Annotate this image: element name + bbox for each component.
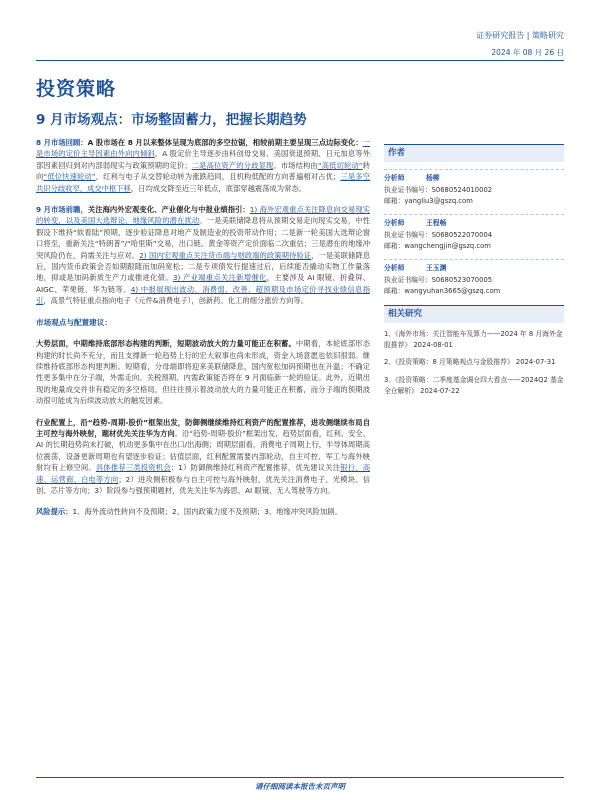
para-text: ；2）进攻侧积极参与自主可控与海外映射，优先关注消费电子、光模块、信创、芯片等方向；3）阶段参与强预期题材，优先关注华为海思、AI 眼镜、无人驾驶等方向。 (36, 474, 371, 495)
para-text: ，高景气特征重点指向电子（元件&消费电子），创新药、化工的细分涨价方向等。 (43, 296, 309, 306)
para-text: 。市场结构由 (273, 160, 318, 170)
para-bold: 关注海内外宏观变化、产业催化与中报业绩指引： (87, 205, 250, 215)
para-text: ，日均成交降至近三年低点，底部穿越震荡成为常态。 (130, 183, 306, 193)
para-highlight: 3) 产业端重点关注新增催化 (172, 273, 267, 283)
para-lead: 风险提示： (36, 507, 73, 517)
para-highlight: 三是多空共识分歧收窄，成交中枢下移 (36, 172, 371, 193)
paragraph-risk (36, 506, 370, 517)
paragraph-outlook (36, 204, 370, 307)
related-item[interactable]: 2、《投资策略：8 月策略观点与金股推荐》 2024-07-31 (384, 358, 556, 367)
analyst-name: 王程畅 (426, 219, 447, 227)
para-text: 1、海外流动性转向不及预期；2、国内政策力度不及预期；3、地缘冲突风险加剧。 (72, 507, 342, 517)
para-lead: 8 月市场回顾： (36, 138, 88, 147)
para-bold: 大势层面，中期维持底部形态构建的判断，短期波动放大的力量可能正在积蓄。 (36, 339, 296, 349)
header-divider (36, 60, 564, 61)
analyst-email[interactable]: 邮箱：wangchengjin@gszq.com (384, 242, 491, 250)
analyst-email[interactable]: 邮箱：wangyuhan3665@gszq.com (384, 287, 501, 295)
analyst-cert: 执业证书编号：S0680524010002 (384, 186, 493, 194)
para-text: ：1）防御侧维持红利资产配置推荐，优先建议关注 (170, 463, 341, 473)
analyst-role: 分析师 (384, 264, 405, 272)
related-item[interactable]: 1、《海外市场：关注智能车及算力——2024 年 8 月海外金股推荐》 2024-08-01 (384, 330, 563, 350)
para-highlight: “低位快速轮动” (43, 172, 96, 182)
para-text: ，主要涉及 AI 眼镜、折叠屏、AIGC、苹果链、华为链等。 (36, 273, 370, 294)
related-research (384, 305, 564, 397)
related-box-title: 相关研究 (384, 305, 564, 323)
analyst-cert: 执业证书编号：S0680523070005 (384, 276, 493, 284)
analyst-block (384, 214, 564, 252)
para-text: ，红利与电子从交替轮动转为涨跌趋同，且机构低配的方向普遍相对占优； (95, 172, 341, 182)
paragraph-trend (36, 338, 370, 406)
para-highlight: 1) 海外宏观重点关注降息向交易现实的转变，以及美国大选辩论、地缘风险的潜在扰动 (36, 205, 370, 226)
analyst-role: 分析师 (384, 219, 405, 227)
para-highlight: 具体推荐三类投资机会 (95, 463, 171, 473)
analyst-header (384, 169, 564, 185)
footer-divider (36, 777, 564, 778)
main-title: 投资策略 (36, 78, 117, 100)
para-bold: A 股市场在 8 月以来整体呈现为底部的多空拉锯，相较前期主要呈现三点边际变化： (87, 138, 363, 147)
analyst-name: 杨柳 (426, 174, 440, 182)
paragraph-review (36, 137, 370, 194)
analyst-block (384, 169, 564, 207)
footer-disclaimer: 请仔细阅读本报告末页声明 (255, 782, 345, 791)
author-box-title: 作者 (384, 144, 564, 162)
para-highlight: 2) 国内宏观重点关注货币端与财政端的政策期待验证 (139, 250, 312, 260)
para-highlight: 一是市场的定价主导因素由外向内倾斜 (36, 138, 371, 159)
para-lead: 9 月市场前瞻， (36, 205, 88, 215)
para-highlight: 银行、高速、运营商、白电等方向 (36, 463, 371, 484)
main-column (36, 137, 370, 528)
para-text: 转向 (36, 160, 371, 182)
para-text: 中期看，本轮底部形态构建的时长尚不充分，而且支撑新一轮趋势上行的宏大叙事也尚未形成，资金入场意愿也依旧很弱。继续维持底部形态构建判断。短期看，分母端即将迎来美联储降息，国内宽松加码预期也在升温；不确定性更多集中在分子端，外需走向、关税预期、内需政策能否将在 9 月面临新一轮的验证。此外，近期出现的地量成交并非有稳定的多空格局，但往往预示着波动放大的力量可能正在积蓄，而分子端的预期波动很可能成为后续波动放大的触发因素。 (36, 339, 370, 406)
analyst-name: 王玉渊 (426, 264, 447, 272)
para-highlight: “高低切轮动” (317, 160, 363, 170)
analyst-header (384, 259, 564, 275)
para-bold: 行业配置上，沿“趋势-周期-股价”框架出发，防御侧继续维持红利资产的配置推荐，进攻侧继续布局自主可控与海外映射，题材优先关注华为方向 (36, 417, 370, 438)
para-text: ，一是美联储降息后，国内货币政策会否如期跟随而加码宽松；二是专项债发行提速过后，后续能否撬动实物工作量落地，抑或是加码新质生产力或推进化债。 (36, 250, 371, 283)
report-date: 2024 年 08 月 26 日 (491, 48, 564, 57)
paragraph-allocation (36, 417, 370, 497)
para-highlight: 4) 中报展现出波动、消费弱、改善、超预期及市场定价寻找业绩信息指引 (36, 284, 370, 306)
related-item[interactable]: 3、《投资策略：二季度基金调仓四大看点——2024Q2 基金全仓解析》 2024-07-22 (384, 375, 564, 395)
para-text: 。一是美联储降息将从预期交易走向现实交易，中性假设下维持“软着陆”预期，逐步验证降息对地产及制造业的投资带动作用；二是新一轮美国大选辩论窗口将至，重新关注“特朗普”/“哈里斯”交易，出口链、黄金等资产定价面临二次重估；三是潜在的地缘冲突风险仍在，尚需关注与应对。 (36, 216, 371, 260)
analyst-header (384, 214, 564, 230)
para-text: 。A 股定价主导逐步由科创母交易、美国衰退预期、日元加息等外部因素回归到对内部弱现实与政策预期的定价； (36, 149, 370, 170)
analyst-block (384, 259, 564, 297)
analyst-role: 分析师 (384, 174, 405, 182)
section-heading: 市场观点与配置建议： (36, 317, 112, 327)
sidebar (384, 144, 564, 397)
report-type: 证券研究报告 | 策略研究 (476, 31, 564, 40)
analyst-email[interactable]: 邮箱：yangliu3@gszq.com (384, 197, 473, 205)
para-text: 。沿“趋势-周期-股价”框架出发，趋势层面看，红利、安全、AI 的长期趋势尚未打破，机动更多集中在出口/出海侧；周期层面看，消费电子周期上行，半导体周期高位震荡，设备更新周期也有望逐步验证；估值层面，红利配置需要内部轮动，自主可控、军工与海外映射均有上修空间。 (36, 428, 370, 473)
para-highlight: 二是高位资产的分歧显现 (191, 160, 274, 170)
analyst-cert: 执业证书编号：S0680522070004 (384, 231, 493, 239)
sub-title: 9 月市场观点：市场整固蓄力，把握长期趋势 (36, 112, 307, 128)
